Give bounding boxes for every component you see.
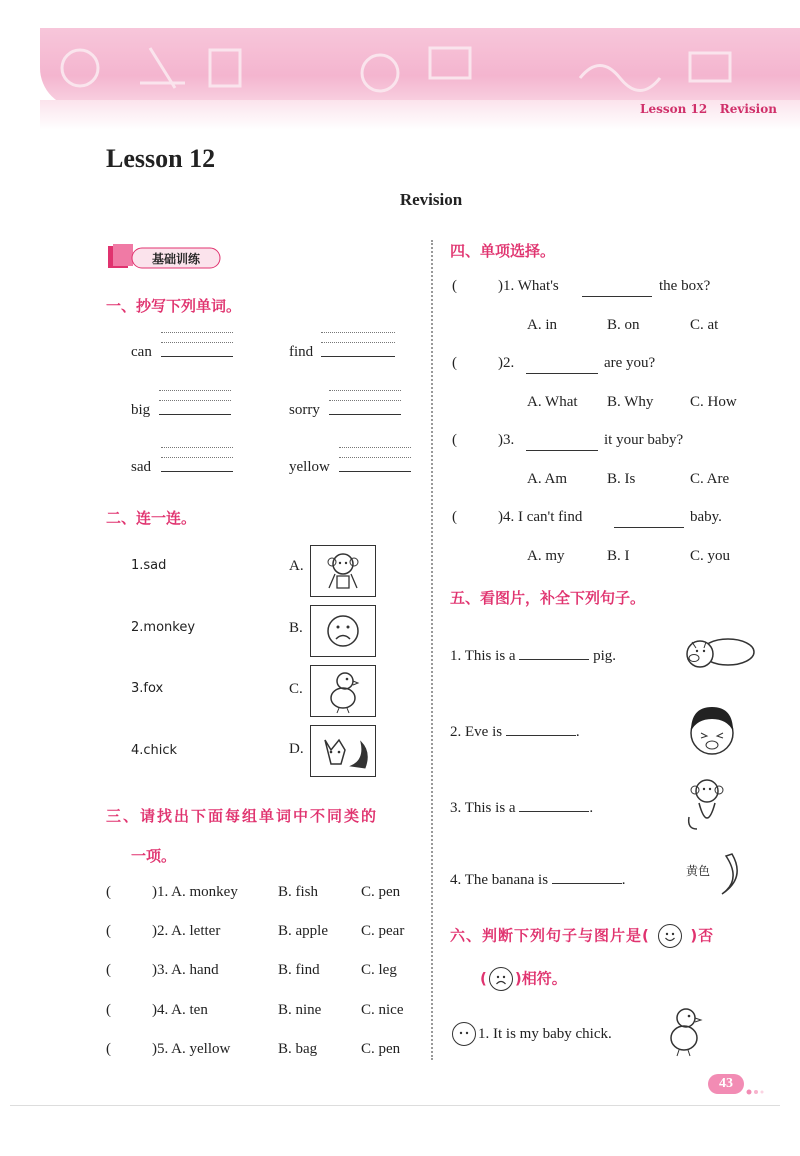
s3-row1-a: )1. A. monkey [152,884,238,900]
q1-opt-a: A. in [527,317,557,333]
s5-sentence1: 1. This is a pig. [450,648,616,664]
s3-row5-a: )5. A. yellow [152,1041,231,1057]
monkey-icon [311,546,375,596]
smile-face-icon [658,924,682,948]
badge-label: 基础训练 [151,252,201,266]
q4-opt-a: A. my [527,548,565,564]
q2-opt-c: C. How [690,394,737,410]
chick-icon [662,1002,706,1064]
q3-opt-c: C. Are [690,471,730,487]
answer-paren: ( [106,1041,111,1057]
s3-row3-c: C. leg [361,962,397,978]
s3-row3-b: B. find [278,962,320,978]
match-letter-a: A. [289,558,304,574]
s3-row5-c: C. pen [361,1041,401,1057]
match-item-monkey: 2.monkey [131,620,196,635]
crying-girl-icon [684,703,740,761]
q4-opt-c: C. you [690,548,731,564]
s3-row2-b: B. apple [278,923,328,939]
match-letter-c: C. [289,681,303,697]
q2-opt-b: B. Why [607,394,654,410]
monkey-icon [682,775,732,841]
q3-blank [526,450,598,451]
s3-row4-c: C. nice [361,1002,404,1018]
match-item-sad: 1.sad [131,558,167,573]
q1-blank [582,296,652,297]
q1-opt-c: C. at [690,317,719,333]
q2-tail: are you? [604,355,656,371]
sad-face-icon [489,967,513,991]
q1-stem: )1. What's [498,278,559,294]
q4-opt-b: B. I [607,548,630,564]
match-item-chick: 4.chick [131,743,178,758]
page-subtitle: Revision [399,190,463,209]
answer-paren: ( [452,355,457,371]
q1-opt-b: B. on [607,317,640,333]
q2-blank [526,373,598,374]
q3-stem: )3. [498,432,515,448]
s5-sentence3: 3. This is a . [450,800,594,816]
q2-opt-a: A. What [527,394,578,410]
page-title: Lesson 12 [106,144,216,173]
s3-row2-c: C. pear [361,923,405,939]
page-number-dots [746,1081,766,1100]
s3-row3-a: )3. A. hand [152,962,219,978]
chick-picture-box [310,665,376,717]
monkey-picture-box [310,545,376,597]
judge-answer-face[interactable] [452,1022,476,1046]
section4-questions [452,278,782,578]
s3-row1-b: B. fish [278,884,319,900]
s3-row2-a: )2. A. letter [152,923,221,939]
sad-face-icon [311,606,375,656]
bottom-rule [10,1105,780,1106]
answer-paren: ( [106,923,111,939]
column-divider [431,240,433,1060]
banana-label: 黄色 [686,864,711,878]
section6-heading-line2: ( )相符。 [480,967,567,991]
q2-stem: )2. [498,355,515,371]
section3-heading-line1: 三、请找出下面每组单词中不同类的 [106,807,379,825]
banana-icon [714,852,744,900]
header-lesson: Lesson 12 Revision [640,102,777,116]
blank-face-icon [452,1022,476,1046]
answer-paren: ( [106,884,111,900]
q1-tail: the box? [659,278,711,294]
section2-heading: 二、连一连。 [106,509,197,527]
answer-paren: ( [452,278,457,294]
s3-row4-b: B. nine [278,1002,322,1018]
section6-heading-line1: 六、判断下列句子与图片是( )否 [450,924,714,948]
q4-stem: )4. I can't find [498,509,583,525]
s6-q1: 1. It is my baby chick. [478,1026,612,1042]
banner-doodles [40,28,800,108]
chick-icon [311,666,375,716]
q3-opt-a: A. Am [527,471,568,487]
section3-heading-line2: 一项。 [131,847,177,865]
basic-training-badge [104,242,224,276]
sad-face-picture-box [310,605,376,657]
answer-paren: ( [452,432,457,448]
answer-paren: ( [106,1002,111,1018]
s5-sentence4: 4. The banana is . [450,872,626,888]
pig-icon [680,628,760,677]
s3-row4-a: )4. A. ten [152,1002,208,1018]
section1-heading: 一、抄写下列单词。 [106,297,242,315]
page-number: 43 [708,1074,744,1094]
s3-row5-b: B. bag [278,1041,318,1057]
q4-blank [614,527,684,528]
header-banner [40,28,800,108]
match-letter-b: B. [289,620,303,636]
match-item-fox: 3.fox [131,681,164,696]
fox-picture-box [310,725,376,777]
match-letter-d: D. [289,741,304,757]
s5-sentence2: 2. Eve is . [450,724,580,740]
s3-row1-c: C. pen [361,884,401,900]
q4-tail: baby. [690,509,722,525]
answer-paren: ( [452,509,457,525]
section5-heading: 五、看图片，补全下列句子。 [450,589,646,607]
q3-tail: it your baby? [604,432,684,448]
section3-rows [106,884,426,1074]
q3-opt-b: B. Is [607,471,636,487]
fox-icon [311,726,375,776]
answer-paren: ( [106,962,111,978]
section4-heading: 四、单项选择。 [450,242,556,260]
